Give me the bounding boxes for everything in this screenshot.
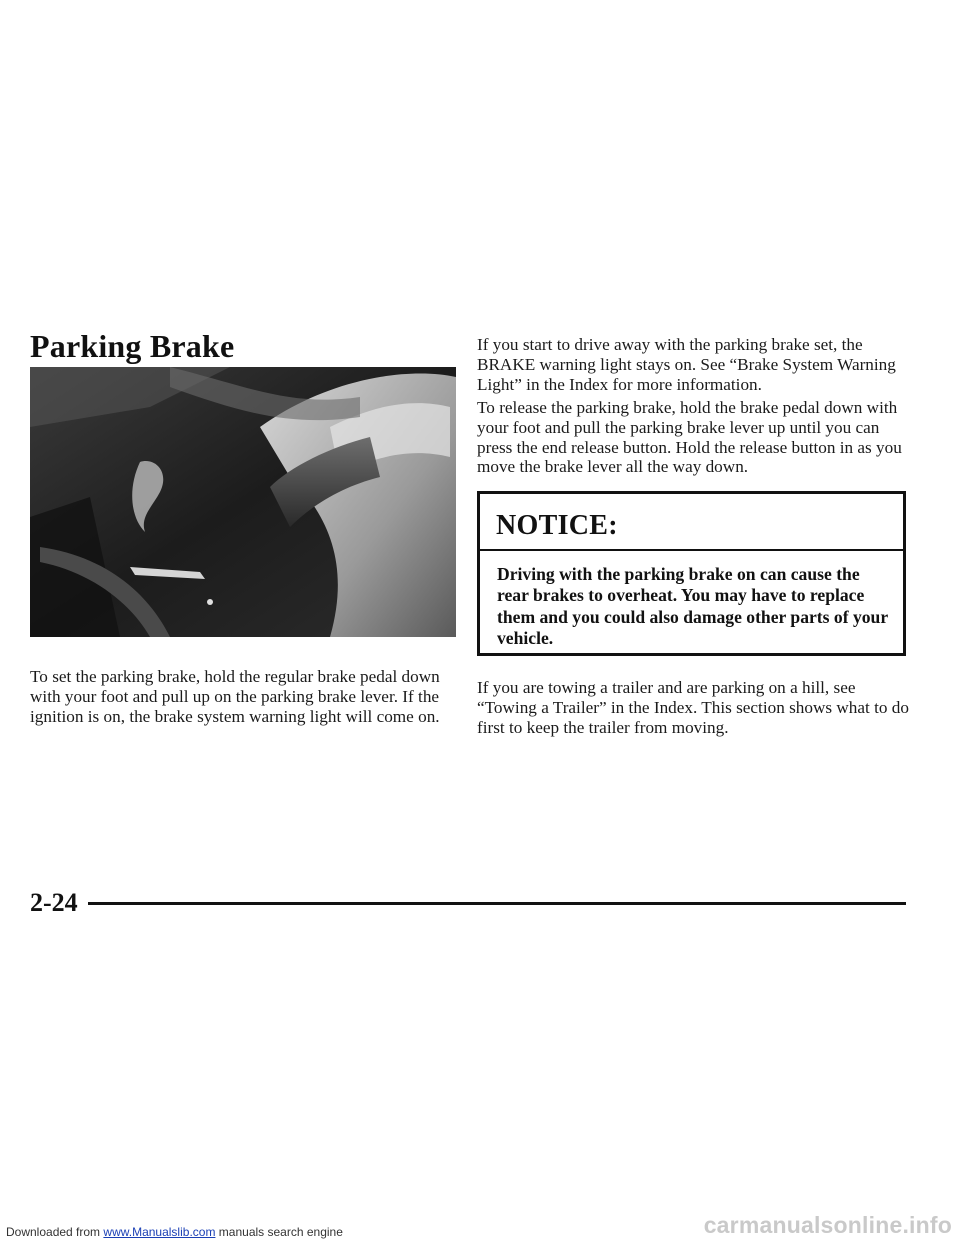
footer-suffix: manuals search engine [218,1225,343,1239]
set-brake-paragraph: To set the parking brake, hold the regular brake pedal down with your foot and pull up on the parking brake lever. If the ignition is on, the brake system warning light will come on. [30,667,440,726]
manualslib-link[interactable]: www.Manualslib.com [103,1225,216,1239]
footer-rule [88,902,906,905]
download-footer [6,1225,343,1239]
release-brake-paragraph: To release the parking brake, hold the brake pedal down with your foot and pull the parking brake lever up until you can press the end release button. Hold the release button in as you move the brake lever all the way down. [477,398,902,477]
parking-brake-photo [30,367,456,637]
footer-prefix: Downloaded from [6,1225,101,1239]
drive-away-paragraph: If you start to drive away with the parking brake set, the BRAKE warning light stays on. See “Brake System Warning Light” in the Index for more information. [477,335,896,394]
towing-paragraph: If you are towing a trailer and are parking on a hill, see “Towing a Trailer” in the Index. This section shows what to do first to keep the trailer from moving. [477,678,909,737]
notice-heading: NOTICE: [480,494,903,551]
notice-box [477,491,906,656]
watermark: carmanualsonline.info [703,1212,952,1238]
page-number: 2-24 [30,888,78,917]
page-title: Parking Brake [30,328,235,364]
notice-body: Driving with the parking brake on can cause the rear brakes to overheat. You may have to replace them and you could also damage other parts of your vehicle. [497,564,888,649]
